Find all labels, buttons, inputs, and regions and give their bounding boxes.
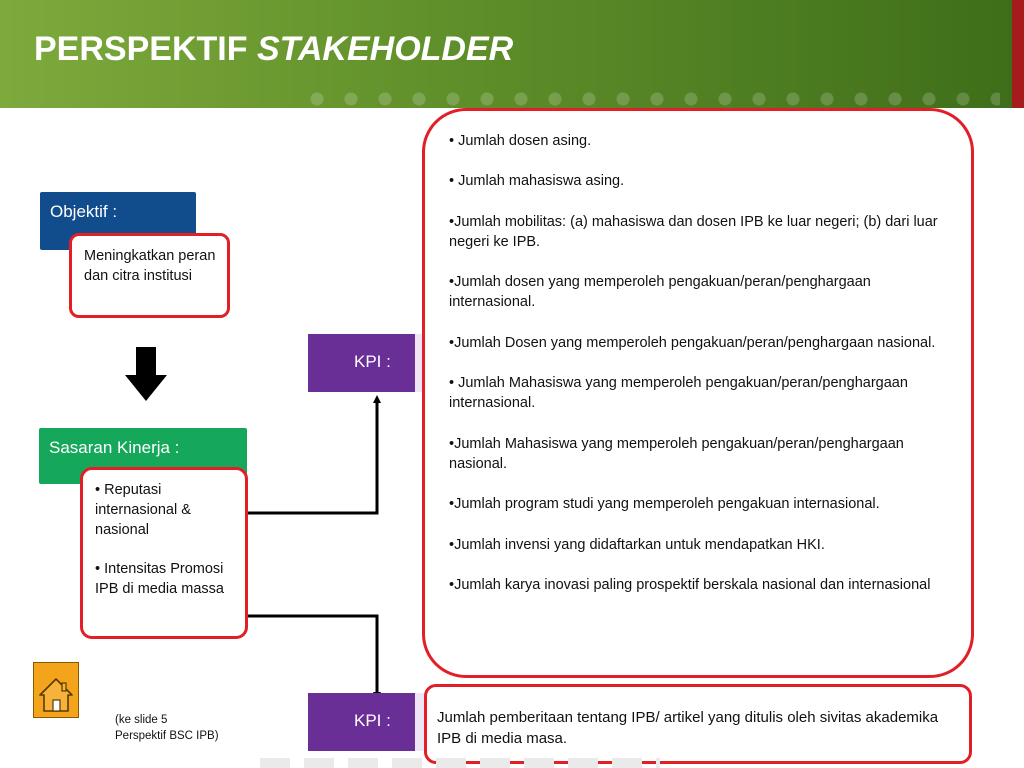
- sasaran-label: Sasaran Kinerja :: [49, 438, 180, 457]
- kpi-list-callout: [422, 108, 974, 678]
- connector-reputasi-to-kpi: [240, 399, 377, 513]
- note-line-1: (ke slide 5: [115, 714, 168, 726]
- sasaran-callout: [80, 467, 248, 639]
- kpi-label-1: KPI :: [354, 352, 391, 371]
- home-button[interactable]: [33, 662, 79, 718]
- slide-title-main: PERSPEKTIF: [34, 30, 257, 68]
- objektif-text: Meningkatkan peran dan citra institusi: [84, 248, 216, 284]
- kpi-item: •Jumlah Mahasiswa yang memperoleh pengakuan/peran/penghargaan nasional.: [449, 435, 904, 472]
- footer-decoration: [260, 758, 660, 768]
- kpi-media-callout: [424, 684, 972, 764]
- kpi-item: • Jumlah dosen asing.: [449, 133, 592, 149]
- sasaran-item-reputasi: • Reputasi internasional & nasional: [95, 482, 191, 538]
- kpi-item: • Jumlah mahasiswa asing.: [449, 173, 625, 190]
- kpi-label-2: KPI :: [354, 711, 391, 730]
- kpi-item: •Jumlah Dosen yang memperoleh pengakuan/peran/penghargaan nasional.: [449, 334, 936, 351]
- slide-title-italic: STAKEHOLDER: [256, 30, 514, 68]
- connector-intensitas-to-kpi: [234, 616, 377, 696]
- note-line-2: Perspektif BSC IPB): [115, 729, 219, 742]
- kpi-item: •Jumlah dosen yang memperoleh pengakuan/peran/penghargaan internasional.: [449, 274, 871, 311]
- kpi-media-text: Jumlah pemberitaan tentang IPB/ artikel yang ditulis oleh sivitas akademika IPB di media masa.: [437, 709, 939, 748]
- objektif-label: Objektif :: [50, 202, 118, 221]
- kpi-item: • Jumlah Mahasiswa yang memperoleh pengakuan/peran/penghargaan internasional.: [449, 375, 908, 412]
- kpi-item: •Jumlah mobilitas: (a) mahasiswa dan dosen IPB ke luar negeri; (b) dari luar negeri ke IPB.: [449, 213, 938, 250]
- kpi-item: •Jumlah karya inovasi paling prospektif berskala nasional dan internasional: [449, 576, 931, 593]
- kpi-item: •Jumlah program studi yang memperoleh pengakuan internasional.: [449, 496, 880, 513]
- home-icon: [39, 677, 73, 713]
- slide-reference-note: [115, 713, 219, 744]
- down-arrow-icon: [125, 347, 167, 401]
- objektif-callout: [69, 233, 230, 318]
- kpi-item: •Jumlah invensi yang didaftarkan untuk mendapatkan HKI.: [449, 536, 825, 553]
- sasaran-item-intensitas: • Intensitas Promosi IPB di media massa: [95, 561, 224, 597]
